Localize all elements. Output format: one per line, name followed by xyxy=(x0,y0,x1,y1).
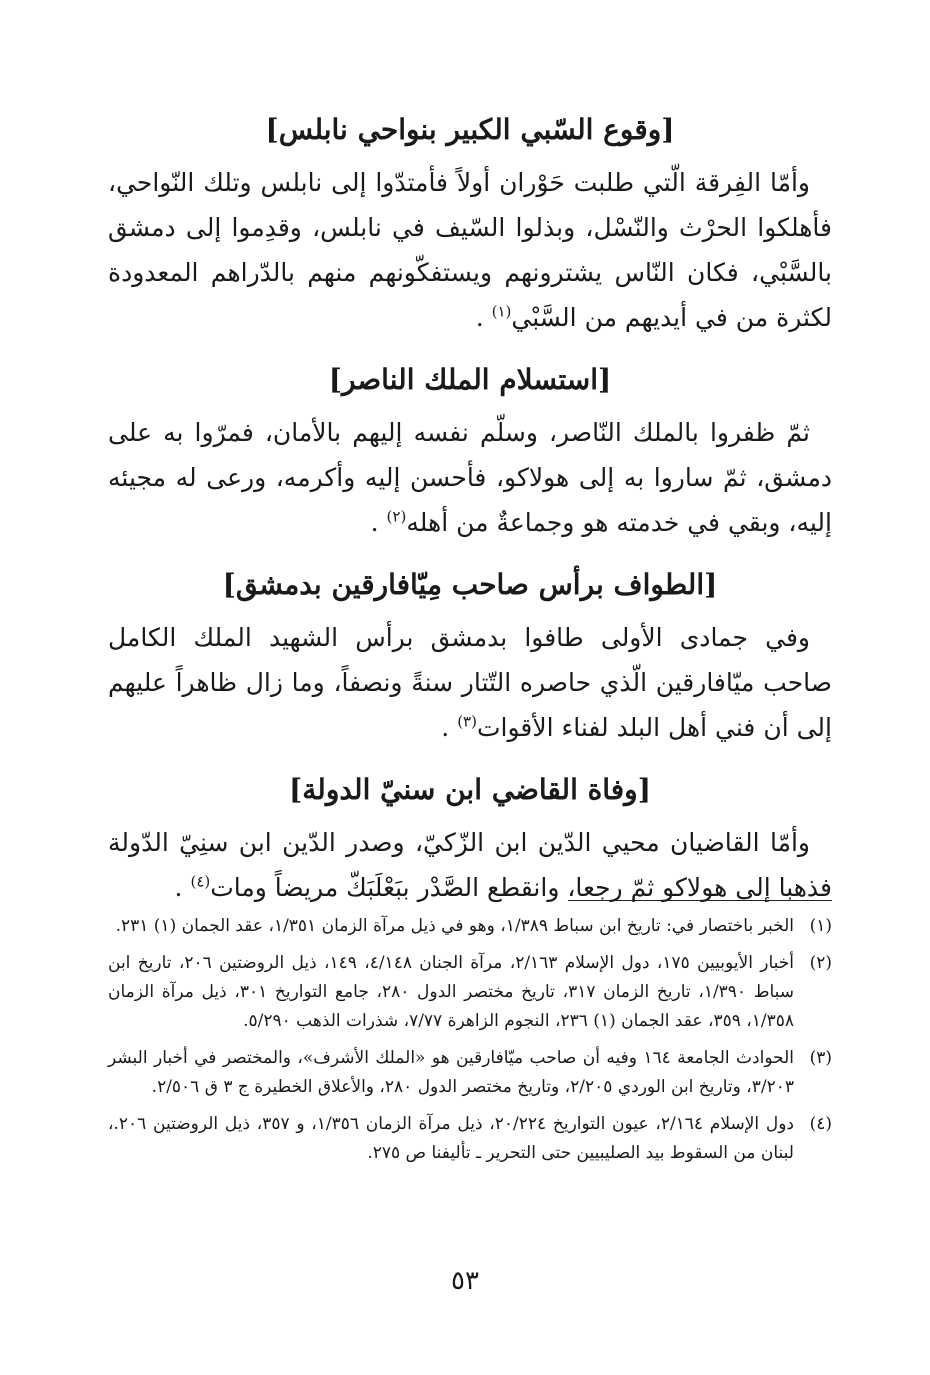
footnote-divider xyxy=(568,900,832,901)
section-heading: [استسلام الملك الناصر] xyxy=(328,363,612,396)
paragraph-end: . xyxy=(174,873,191,902)
footnote-item xyxy=(108,912,832,941)
paragraph-text: وأمّا الفِرقة الّتي طلبت حَوْران أولاً فأمتدّوا إلى نابلس وتلك النّواحي، فأهلكوا الحرْث والنّسْل، وبذلوا السّيف في نابلس، وقدِموا إلى دمشق بالسَّبْي، فكان النّاس يشترونهم ويستفكّونهم منهم بالدّراهم المعدودة لكثرة من في أيديهم من السَّبْي xyxy=(108,168,832,332)
footnotes xyxy=(108,912,832,1176)
footnote-number: (٣) xyxy=(809,1048,832,1068)
footnote-text: الخبر باختصار في: تاريخ ابن سباط ١/٣٨٩، وهو في ذيل مرآة الزمان ١/٣٥١، عقد الجمان (١) ٢٣١. xyxy=(115,916,794,936)
section-heading: [الطواف برأس صاحب مِيّافارقين بدمشق] xyxy=(222,568,718,601)
section-paragraph xyxy=(108,410,832,545)
footnote-number: (١) xyxy=(809,916,832,936)
paragraph-end: . xyxy=(441,713,458,742)
footnote-marker[interactable]: (٤) xyxy=(190,872,211,891)
footnote-marker[interactable]: (٢) xyxy=(386,507,407,526)
section-heading: [وقوع السّبي الكبير بنواحي نابلس] xyxy=(265,113,675,146)
section-paragraph xyxy=(108,160,832,340)
footnote-item xyxy=(108,1110,832,1168)
footnote-text: الحوادث الجامعة ١٦٤ وفيه أن صاحب ميّافارقين هو «الملك الأشرف»، والمختصر في أخبار البشر ٣/٢٠٣، وتاريخ ابن الوردي ٢/٢٠٥، وتاريخ مختصر الدول ٢٨٠، والأعلاق الخطيرة ج ٣ ق ٢/٥٠٦. xyxy=(108,1048,794,1097)
paragraph-text: وفي جمادى الأولى طافوا بدمشق برأس الشهيد الملك الكامل صاحب ميّافارقين الّذي حاصره التّتار سنةً ونصفاً، وما زال ظاهراً عليهم إلى أن فني أهل البلد لفناء الأقوات xyxy=(108,623,832,742)
paragraph-end: . xyxy=(370,508,387,537)
paragraph-end: . xyxy=(475,303,492,332)
footnote-marker[interactable]: (٣) xyxy=(457,712,477,731)
footnote-number: (٤) xyxy=(809,1114,832,1134)
footnote-item xyxy=(108,949,832,1036)
section-paragraph xyxy=(108,615,832,750)
footnote-text: أخبار الأيوبيين ١٧٥، دول الإسلام ٢/١٦٣، مرآة الجنان ٤/١٤٨، ١٤٩، ذيل الروضتين ٢٠٦، تاريخ ابن سباط ١/٣٩٠، تاريخ الزمان ٣١٧، تاريخ مختصر الدول ٢٨٠، جامع التواريخ ٣٠١، ذيل مرآة الزمان ١/٣٥٨، ٣٥٩، عقد الجمان (١) ٢٣٦، النجوم الزاهرة ٧/٧٧، شذرات الذهب ٥/٢٩٠. xyxy=(108,953,795,1031)
footnote-item xyxy=(108,1044,832,1102)
footnote-marker[interactable]: (١) xyxy=(491,302,512,321)
section-heading: [وفاة القاضي ابن سنيّ الدولة] xyxy=(289,773,651,806)
page-number: ٥٣ xyxy=(451,1266,479,1296)
footnote-number: (٢) xyxy=(809,953,832,973)
paragraph-text: وأمّا القاضيان محيي الدّين ابن الزّكيّ، وصدر الدّين ابن سنِيّ الدّولة فذهبا إلى هولاكو ثمّ رجعا، وانقطع الصَّدْر ببَعْلَبَكّ مريضاً ومات xyxy=(108,828,832,902)
main-text xyxy=(108,100,832,924)
paragraph-text: ثمّ ظفروا بالملك النّاصر، وسلّم نفسه إليهم بالأمان، فمرّوا به على دمشق، ثمّ ساروا به إلى هولاكو، فأحسن إليه وأكرمه، ورعى له مجيئه إليه، وبقي في خدمته هو وجماعةٌ من أهله xyxy=(108,418,832,537)
footnote-text: دول الإسلام ٢/١٦٤، عيون التواريخ ٢٠/٢٢٤، ذيل مرآة الزمان ١/٣٥٦، و ٣٥٧، ذيل الروضتين ٢٠٦.، لبنان من السقوط بيد الصليبيين حتى التحرير ـ تأليفنا ص ٢٧٥. xyxy=(108,1114,794,1163)
section-paragraph xyxy=(108,820,832,910)
